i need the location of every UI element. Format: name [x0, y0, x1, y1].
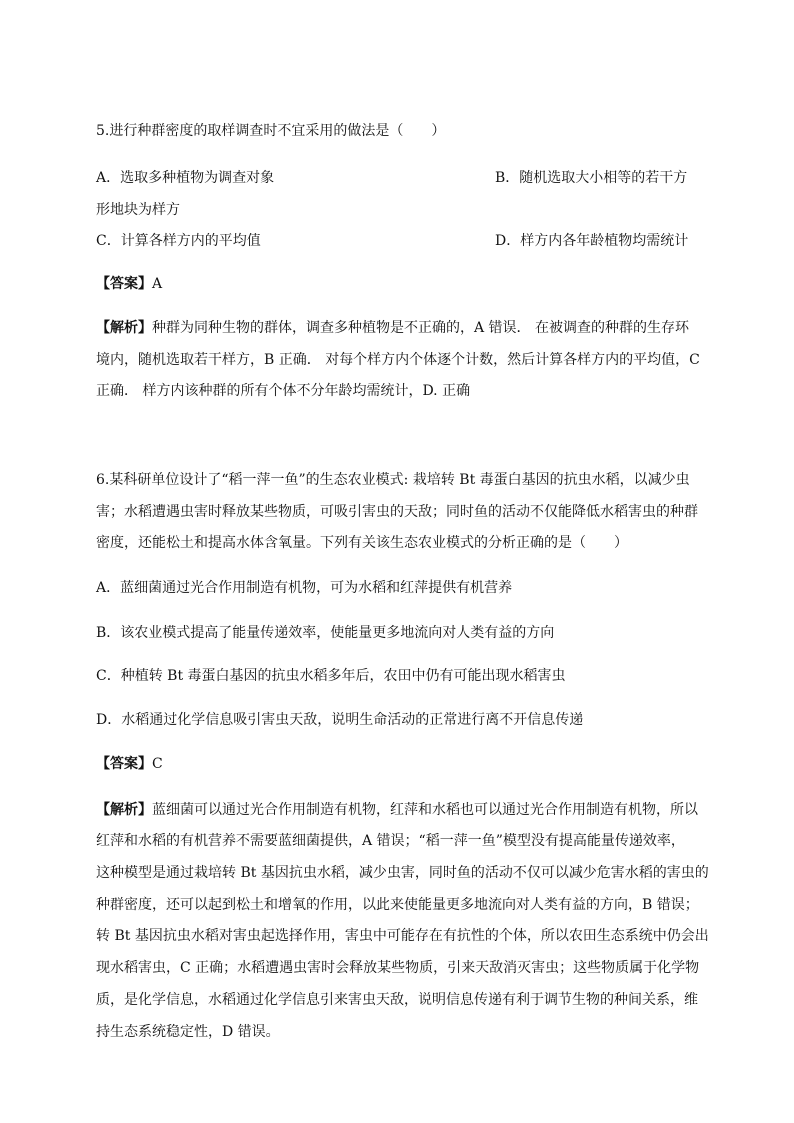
- q6-stem-line-2: 害；水稻遭遇虫害时释放某些物质，可吸引害虫的天敌；同时鱼的活动不仅能降低水稻害虫的种群: [96, 504, 698, 520]
- q6-option-c: C．种植转 Bt 毒蛋白基因的抗虫水稻多年后，农田中仍有可能出现水稻害虫: [96, 668, 566, 684]
- q6-stem-line-1: 6.某科研单位设计了“稻一萍一鱼”的生态农业模式: 栽培转 Bt 毒蛋白基因的抗虫水稻，以减少虫: [96, 472, 690, 488]
- q6-answer-value: C: [152, 756, 163, 772]
- q6-option-d: D．水稻通过化学信息吸引害虫天敌，说明生命活动的正常进行离不开信息传递: [96, 712, 584, 728]
- q6-analysis-line-7: 质，是化学信息，水稻通过化学信息引来害虫天敌，说明信息传递有利于调节生物的种间关系，维: [96, 992, 698, 1008]
- q5-option-c: C．计算各样方内的平均值: [96, 233, 261, 249]
- q5-analysis-label: 【解析】: [96, 320, 152, 336]
- q6-analysis-line-3: 这种模型是通过栽培转 Bt 基因抗虫水稻，减少虫害，同时鱼的活动不仅可以减少危害水稻的害虫的: [96, 865, 709, 881]
- q5-option-d: D．样方内各年龄植物均需统计: [495, 233, 689, 249]
- q6-analysis-line-6: 现水稻害虫，C 正确；水稻遭遇虫害时会释放某些物质，引来天敌消灭害虫；这些物质属于化学物: [96, 960, 700, 976]
- q6-option-a: A．蓝细菌通过光合作用制造有机物，可为水稻和红萍提供有机营养: [96, 580, 513, 596]
- q5-answer: [96, 277, 162, 291]
- q6-analysis-line-1: [96, 803, 698, 817]
- q6-analysis-label: 【解析】: [96, 802, 152, 818]
- q5-answer-value: A: [152, 276, 163, 292]
- q5-analysis-line-3: 正确． 样方内该种群的所有个体不分年龄均需统计，D. 正确: [96, 383, 471, 399]
- q6-answer-label: 【答案】: [96, 756, 152, 772]
- q6-answer: [96, 757, 163, 771]
- q5-option-a: A．选取多种植物为调查对象: [96, 170, 275, 186]
- q6-analysis-line-2: 红萍和水稻的有机营养不需要蓝细菌提供，A 错误；“稻一萍一鱼”模型没有提高能量传递效率，: [96, 833, 685, 849]
- q6-analysis-text-1: 蓝细菌可以通过光合作用制造有机物，红萍和水稻也可以通过光合作用制造有机物，所以: [152, 802, 698, 818]
- q6-analysis-line-4: 种群密度，还可以起到松土和增氧的作用，以此来使能量更多地流向对人类有益的方向，B 错误；: [96, 897, 699, 913]
- q5-analysis-line-1: [96, 321, 689, 335]
- q6-analysis-line-5: 转 Bt 基因抗虫水稻对害虫起选择作用，害虫中可能存在有抗性的个体，所以农田生态系统中仍会出: [96, 928, 709, 944]
- q6-option-b: B．该农业模式提高了能量传递效率，使能量更多地流向对人类有益的方向: [96, 625, 555, 641]
- q5-stem: 5.进行种群密度的取样调查时不宜采用的做法是（ ）: [96, 123, 446, 139]
- q6-stem-line-3: 密度，还能松土和提高水体含氧量。下列有关该生态农业模式的分析正确的是（ ）: [96, 535, 628, 551]
- q5-option-b-continued: 形地块为样方: [96, 202, 180, 218]
- q5-option-b: B．随机选取大小相等的若干方: [495, 170, 688, 186]
- q5-answer-label: 【答案】: [96, 276, 152, 292]
- q6-analysis-line-8: 持生态系统稳定性，D 错误。: [96, 1024, 280, 1040]
- q5-analysis-line-2: 境内，随机选取若干样方，B 正确． 对每个样方内个体逐个计数，然后计算各样方内的平均值，C: [96, 352, 700, 368]
- q5-analysis-text-1: 种群为同种生物的群体，调查多种植物是不正确的，A 错误． 在被调查的种群的生存环: [152, 320, 690, 336]
